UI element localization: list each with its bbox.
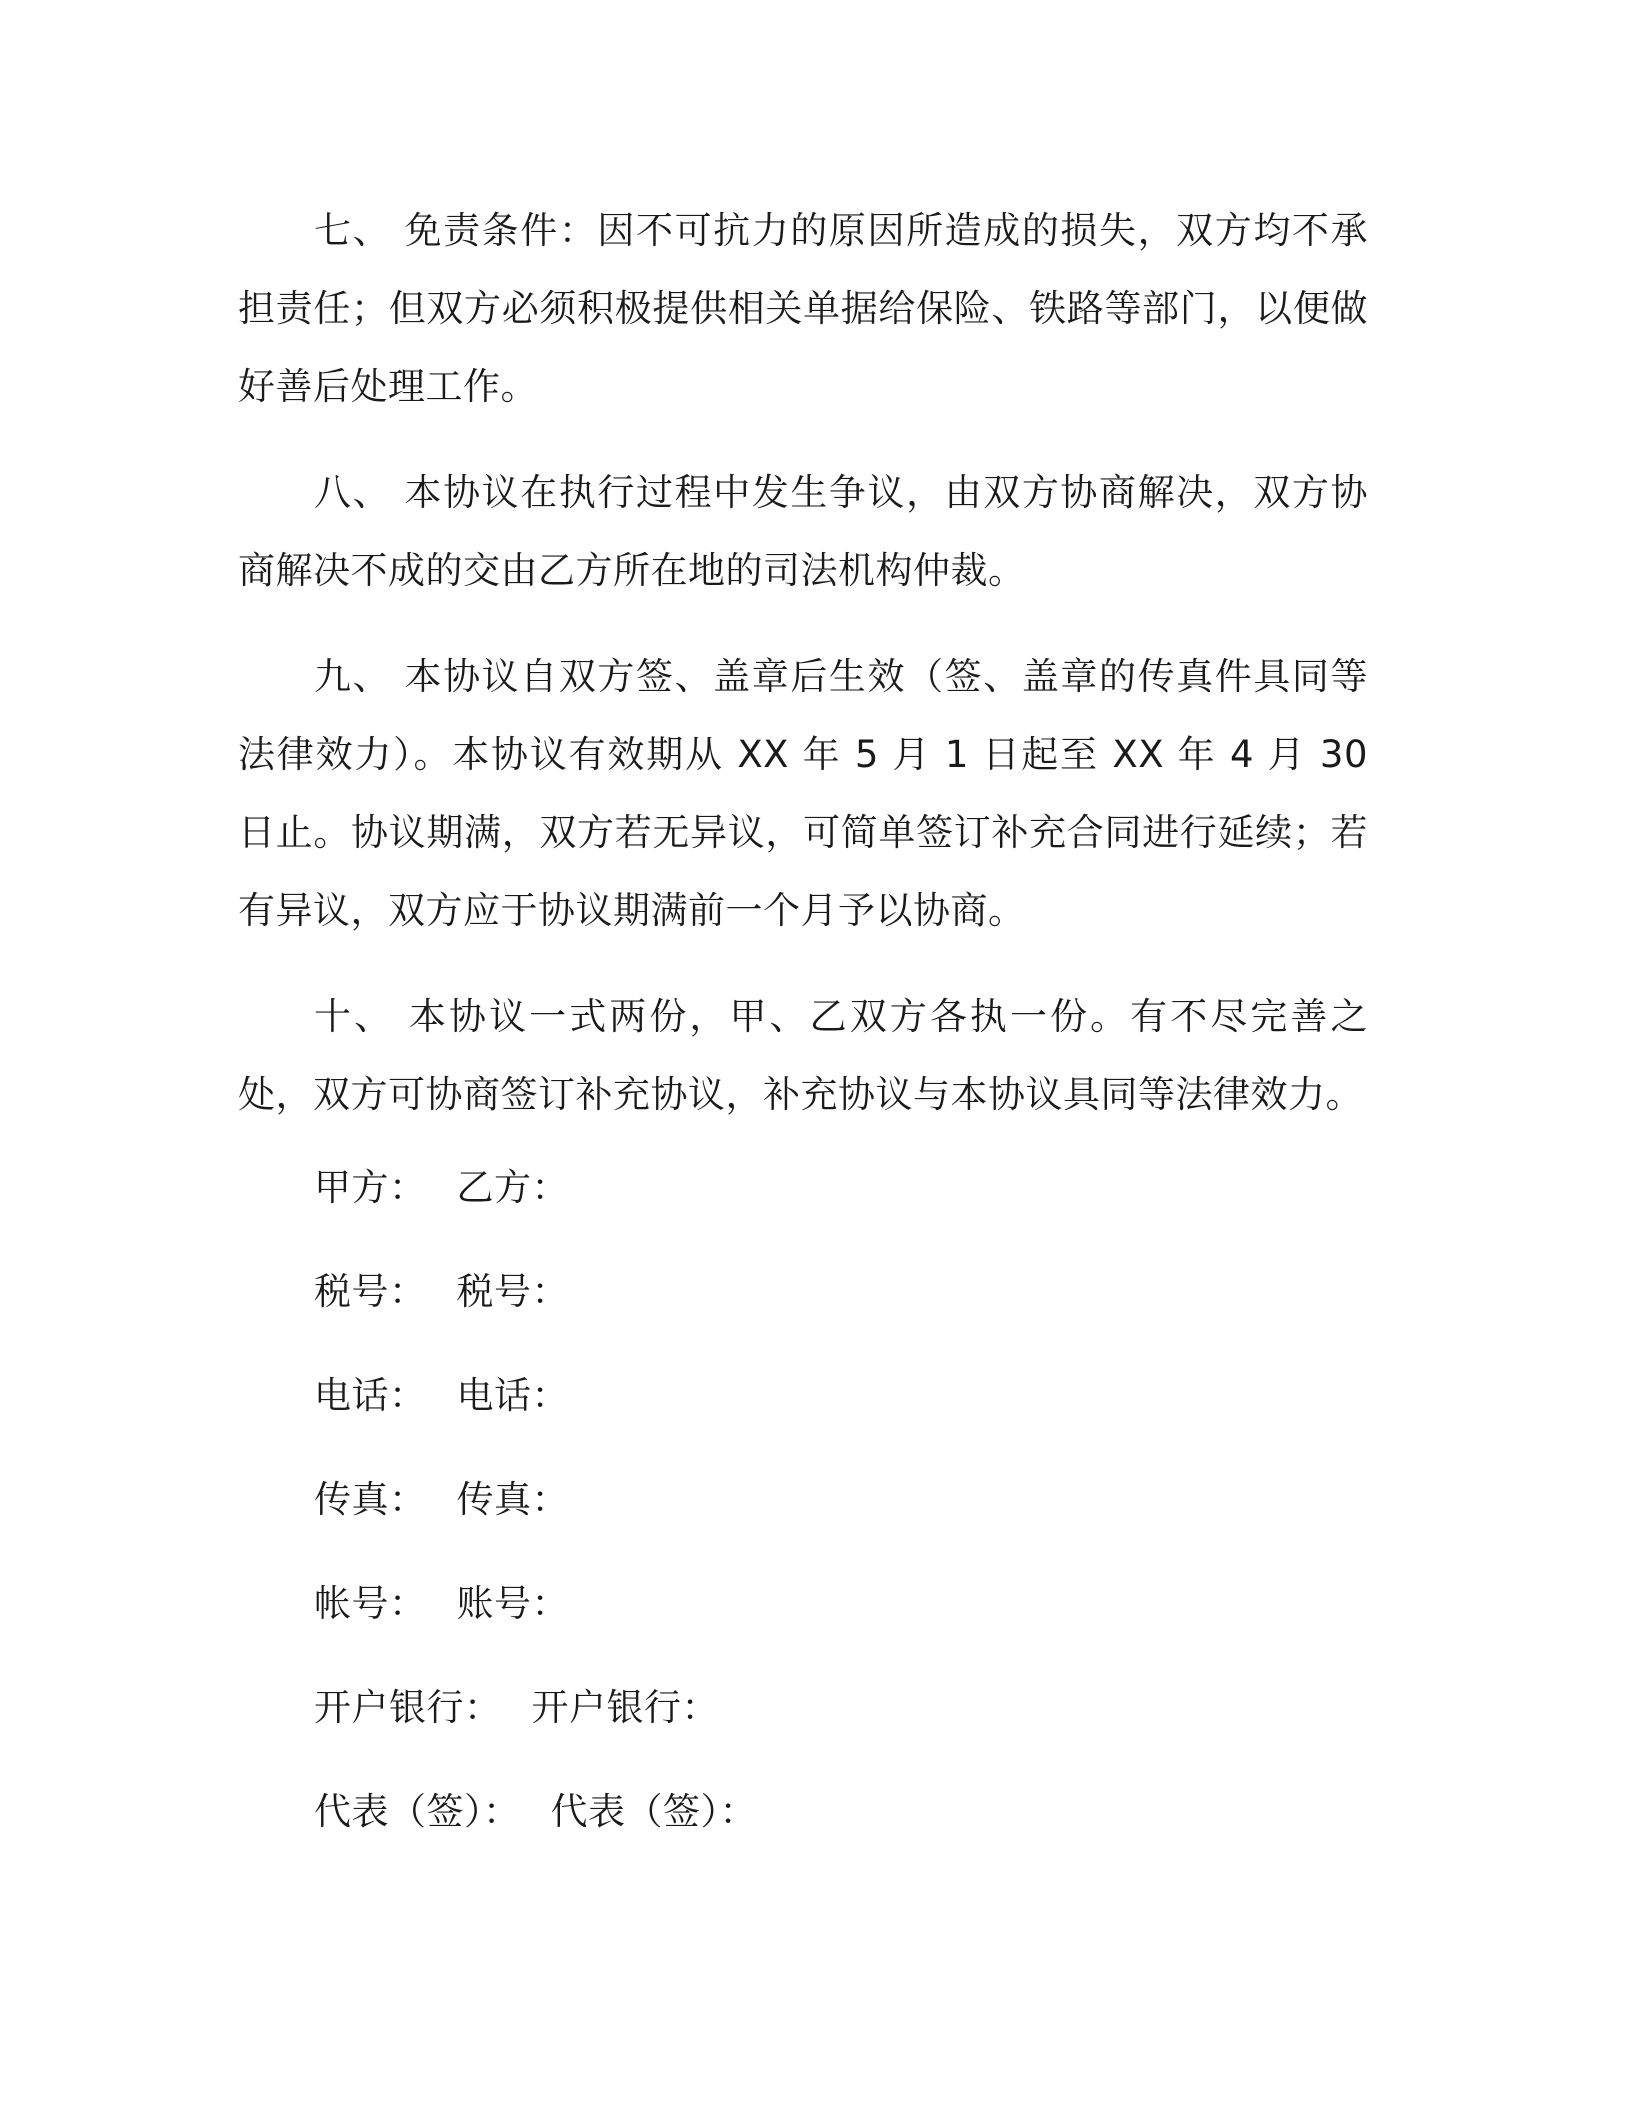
party-a-phone-label: 电话： — [314, 1374, 427, 1417]
party-a-fax-label: 传真： — [314, 1478, 427, 1521]
party-b-bank-label: 开户银行： — [531, 1686, 719, 1729]
clause-8: 八、 本协议在执行过程中发生争议，由双方协商解决，双方协商解决不成的交由乙方所在地的司法机构仲裁。 — [238, 471, 1368, 592]
party-b-representative-label: 代表（签）： — [550, 1790, 757, 1833]
party-b-fax-label: 传真： — [456, 1478, 569, 1521]
field-row-fax — [238, 1474, 1368, 1526]
field-row-account — [238, 1578, 1368, 1630]
party-b-account-label: 账号： — [456, 1582, 569, 1625]
clause-7: 七、 免责条件：因不可抗力的原因所造成的损失，双方均不承担责任；但双方必须积极提供相关单据给保险、铁路等部门，以便做好善后处理工作。 — [238, 209, 1368, 408]
clause-9: 九、 本协议自双方签、盖章后生效（签、盖章的传真件具同等法律效力）。本协议有效期从 XX 年 5 月 1 日起至 XX 年 4 月 30 日止。协议期满，双方若无异议，可简单签订补充合同进行延续；若有异议，双方应于协议期满前一个月予以协商。 — [238, 655, 1368, 932]
clause-10: 十、 本协议一式两份，甲、乙双方各执一份。有不尽完善之处，双方可协商签订补充协议，补充协议与本协议具同等法律效力。 — [238, 995, 1368, 1116]
party-a-bank-label: 开户银行： — [314, 1686, 502, 1729]
party-a-account-label: 帐号： — [314, 1582, 427, 1625]
field-row-party — [238, 1162, 1368, 1214]
party-b-label: 乙方： — [456, 1166, 569, 1209]
party-a-label: 甲方： — [314, 1166, 427, 1209]
party-b-phone-label: 电话： — [456, 1374, 569, 1417]
party-a-representative-label: 代表（签）： — [314, 1790, 521, 1833]
field-row-bank — [238, 1682, 1368, 1734]
document-body — [238, 192, 1368, 1890]
field-row-phone — [238, 1370, 1368, 1422]
party-b-tax-id-label: 税号： — [456, 1270, 569, 1313]
field-row-representative — [238, 1786, 1368, 1838]
signature-fields — [238, 1162, 1368, 1838]
party-a-tax-id-label: 税号： — [314, 1270, 427, 1313]
field-row-tax-id — [238, 1266, 1368, 1318]
